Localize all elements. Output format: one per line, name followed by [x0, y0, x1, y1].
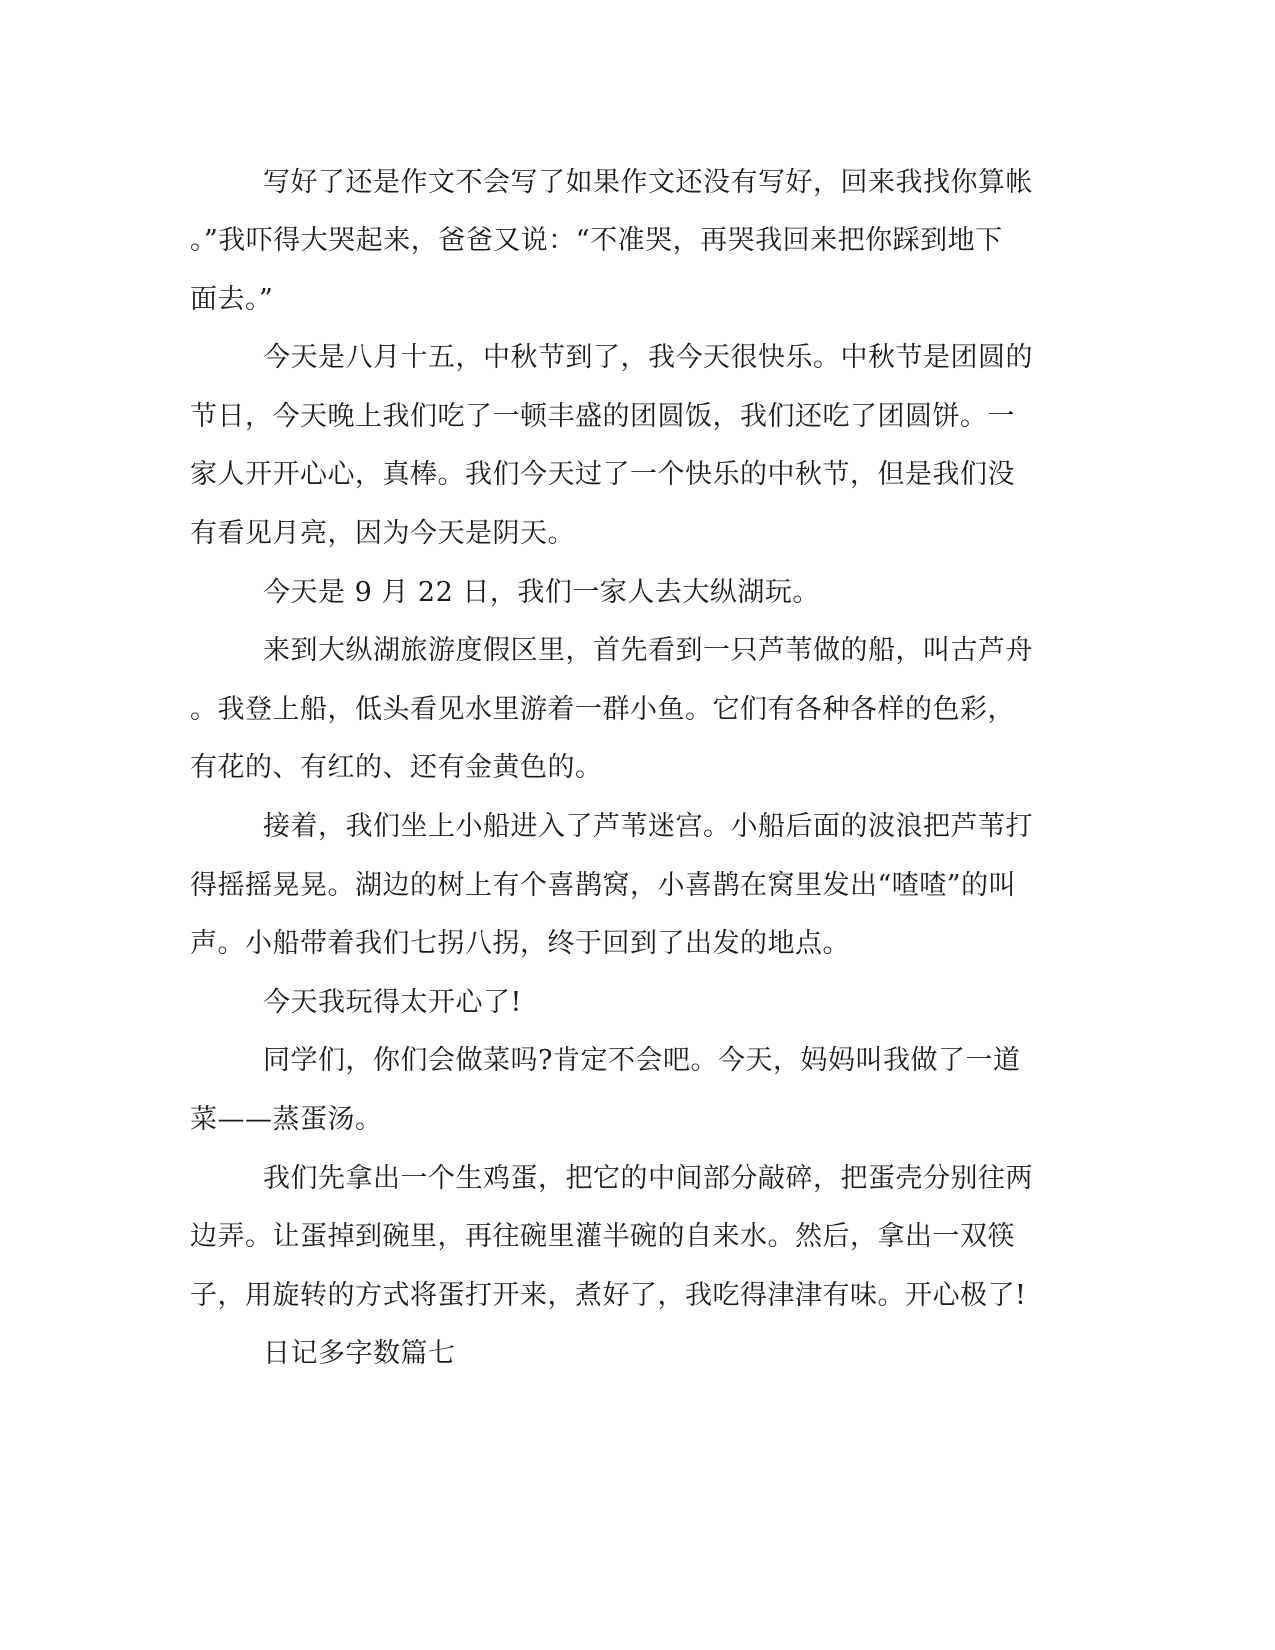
text-line: 声。小船带着我们七拐八拐，终于回到了出发的地点。	[190, 928, 850, 959]
text-line: 有看见月亮，因为今天是阴天。	[190, 518, 575, 549]
text-line: 写好了还是作文不会写了如果作文还没有写好，回来我找你算帐	[263, 167, 1033, 198]
text-line: 家人开开心心，真棒。我们今天过了一个快乐的中秋节，但是我们没	[190, 459, 1015, 490]
text-line: 接着，我们坐上小船进入了芦苇迷宫。小船后面的波浪把芦苇打	[263, 811, 1033, 842]
text-line: 面去。”	[190, 284, 274, 315]
text-line: 。”我吓得大哭起来，爸爸又说：“不准哭，再哭我回来把你踩到地下	[190, 225, 1003, 256]
text-line: 得摇摇晃晃。湖边的树上有个喜鹊窝，小喜鹊在窝里发出“喳喳”的叫	[190, 870, 1017, 901]
text-line: 有花的、有红的、还有金黄色的。	[190, 752, 603, 783]
text-line: 子，用旋转的方式将蛋打开来，煮好了，我吃得津津有味。开心极了!	[190, 1280, 1027, 1311]
text-line: 边弄。让蛋掉到碗里，再往碗里灌半碗的自来水。然后，拿出一双筷	[190, 1221, 1015, 1252]
section-heading: 日记多字数篇七	[263, 1338, 456, 1369]
text-line: 我们先拿出一个生鸡蛋，把它的中间部分敲碎，把蛋壳分别往两	[263, 1163, 1033, 1194]
text-line: 今天是 9 月 22 日，我们一家人去大纵湖玩。	[263, 577, 820, 608]
text-line: 节日，今天晚上我们吃了一顿丰盛的团圆饭，我们还吃了团圆饼。一	[190, 401, 1015, 432]
text-line: 同学们，你们会做菜吗?肯定不会吧。今天，妈妈叫我做了一道	[263, 1045, 1021, 1076]
text-line: 今天我玩得太开心了!	[263, 987, 522, 1018]
text-line: 今天是八月十五，中秋节到了，我今天很快乐。中秋节是团圆的	[263, 342, 1033, 373]
text-line: 来到大纵湖旅游度假区里，首先看到一只芦苇做的船，叫古芦舟	[263, 635, 1033, 666]
text-line: 菜——蒸蛋汤。	[190, 1104, 383, 1135]
text-line: 。我登上船，低头看见水里游着一群小鱼。它们有各种各样的色彩，	[190, 694, 1015, 725]
